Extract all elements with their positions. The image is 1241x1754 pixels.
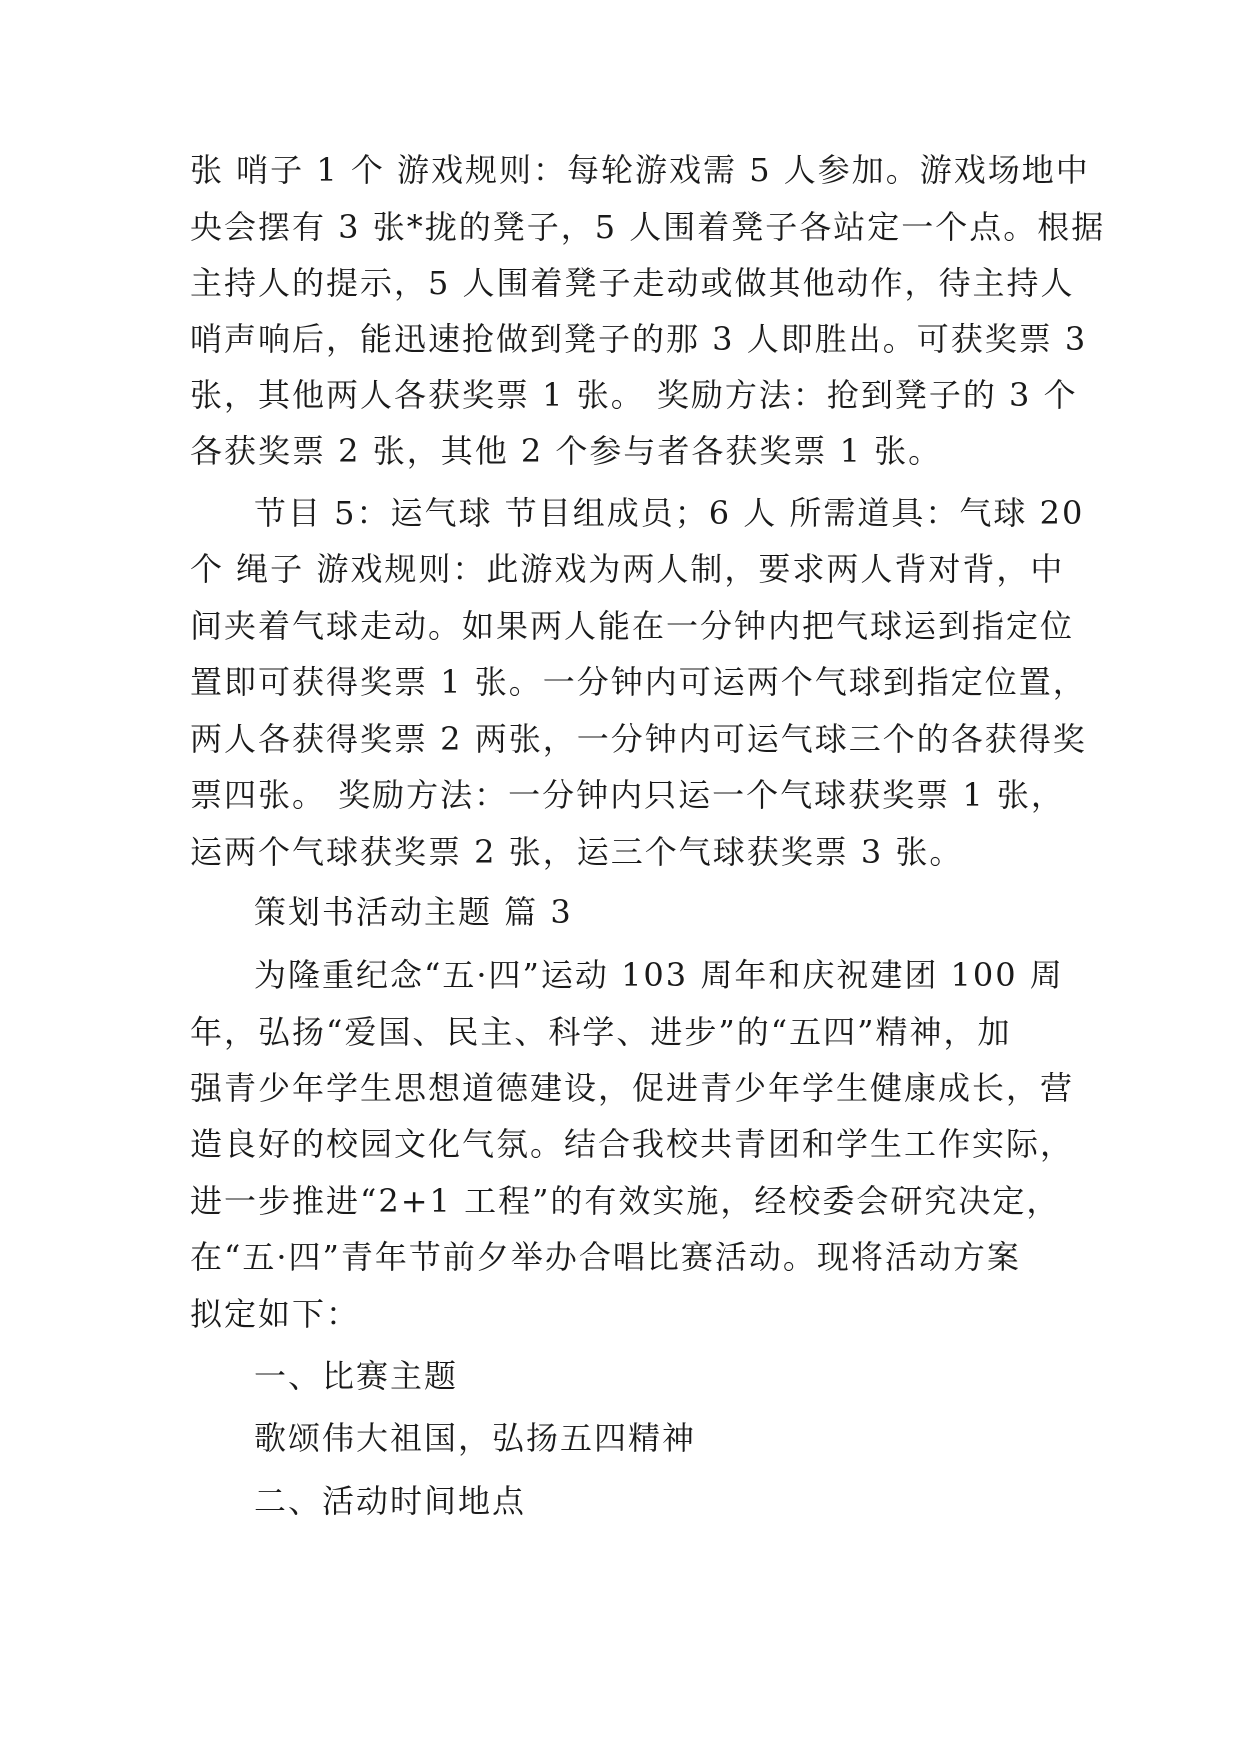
section-heading: 二、活动时间地点 — [254, 1482, 527, 1520]
text-line: 置即可获得奖票 1 张。一分钟内可运两个气球到指定位置， — [190, 663, 1087, 701]
text-line: 造良好的校园文化气氛。结合我校共青团和学生工作实际， — [190, 1125, 1075, 1163]
text-line: 年，弘扬“爱国、民主、科学、进步”的“五四”精神，加 — [190, 1013, 1012, 1051]
text-line: 间夹着气球走动。如果两人能在一分钟内把气球运到指定位 — [190, 607, 1075, 645]
text-line: 强青少年学生思想道德建设，促进青少年学生健康成长，营 — [190, 1069, 1075, 1107]
text-line: 哨声响后，能迅速抢做到凳子的那 3 人即胜出。可获奖票 3 — [190, 320, 1088, 358]
text-line: 在“五·四”青年节前夕举办合唱比赛活动。现将活动方案 — [190, 1238, 1021, 1276]
text-line: 运两个气球获奖票 2 张，运三个气球获奖票 3 张。 — [190, 833, 964, 871]
section-heading: 一、比赛主题 — [254, 1357, 459, 1395]
text-line: 个 绳子 游戏规则：此游戏为两人制，要求两人背对背，中 — [190, 550, 1065, 588]
section-heading: 策划书活动主题 篇 3 — [254, 893, 573, 931]
text-line: 歌颂伟大祖国，弘扬五四精神 — [254, 1419, 697, 1457]
text-line: 节目 5：运气球 节目组成员；6 人 所需道具：气球 20 — [254, 494, 1085, 532]
text-line: 两人各获得奖票 2 两张，一分钟内可运气球三个的各获得奖 — [190, 720, 1087, 758]
text-line: 央会摆有 3 张*拢的凳子，5 人围着凳子各站定一个点。根据 — [190, 208, 1106, 246]
text-line: 进一步推进“2+1 工程”的有效实施，经校委会研究决定， — [190, 1182, 1061, 1220]
text-line: 各获奖票 2 张，其他 2 个参与者各获奖票 1 张。 — [190, 432, 943, 470]
text-line: 票四张。 奖励方法：一分钟内只运一个气球获奖票 1 张， — [190, 776, 1065, 814]
text-line: 主持人的提示，5 人围着凳子走动或做其他动作，待主持人 — [190, 264, 1075, 302]
text-line: 为隆重纪念“五·四”运动 103 周年和庆祝建团 100 周 — [254, 956, 1064, 994]
text-line: 张 哨子 1 个 游戏规则：每轮游戏需 5 人参加。游戏场地中 — [190, 151, 1090, 189]
text-line: 拟定如下： — [190, 1295, 361, 1333]
text-line: 张，其他两人各获奖票 1 张。 奖励方法：抢到凳子的 3 个 — [190, 376, 1078, 414]
